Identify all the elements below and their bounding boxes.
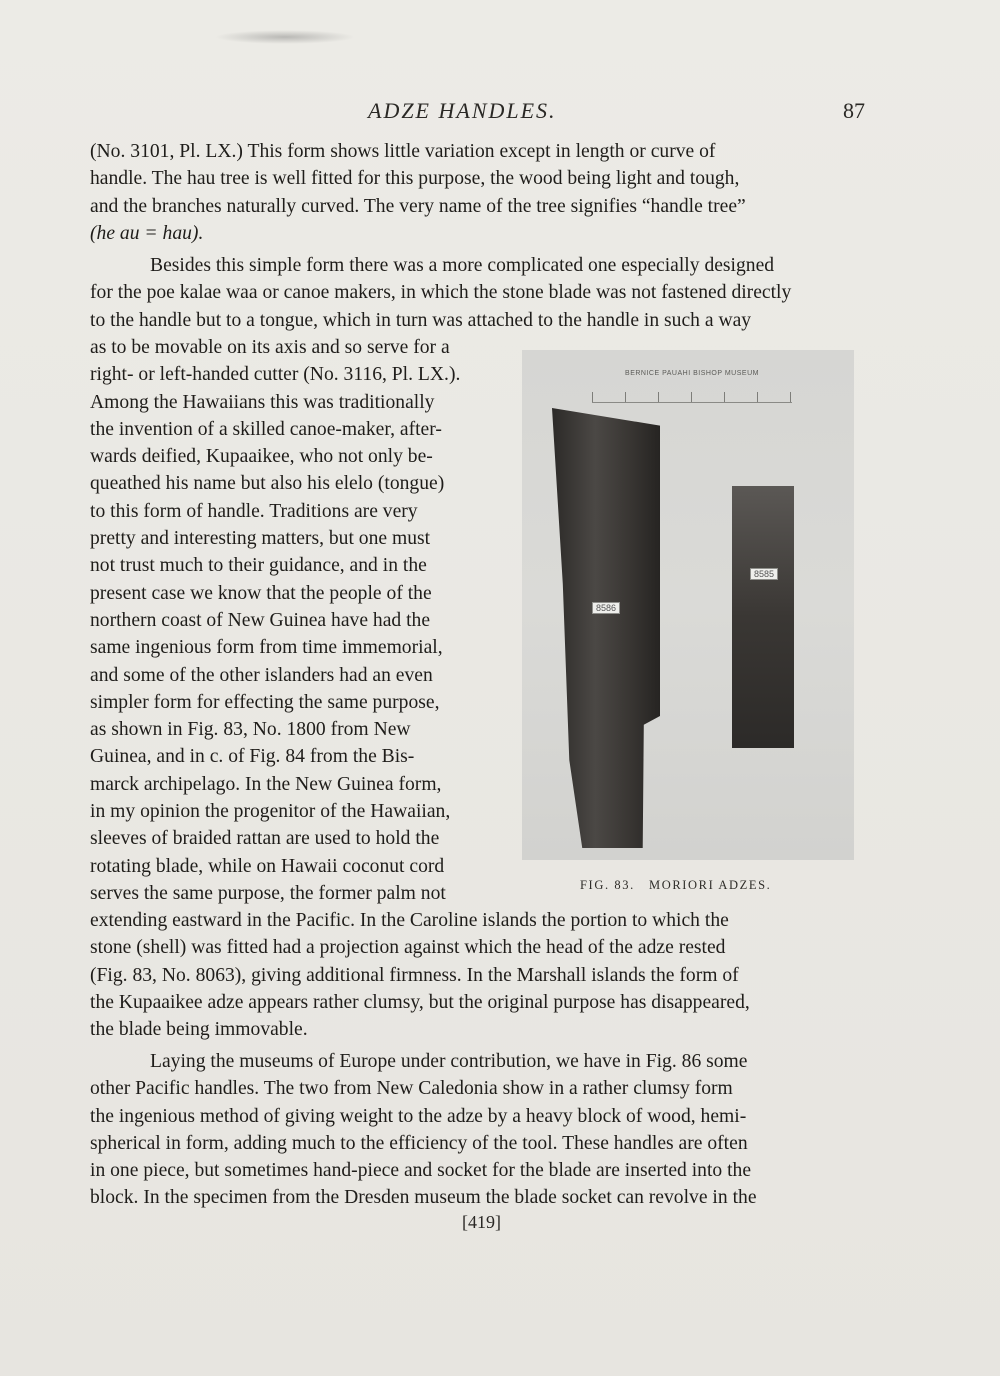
paragraph-2-narrow-column bbox=[90, 334, 500, 907]
small-adze bbox=[732, 486, 794, 748]
specimen-tag-small: 8585 bbox=[750, 568, 778, 580]
text-line: in one piece, but sometimes hand-piece and socket for the blade are inserted into the bbox=[90, 1160, 752, 1182]
signature-number: [419] bbox=[462, 1212, 501, 1232]
figure-caption: FIG. 83. MORIORI ADZES. bbox=[580, 878, 772, 892]
museum-ruler bbox=[592, 364, 792, 403]
text-line: the Kupaaikee adze appears rather clumsy, but the original purpose has disappeared, bbox=[90, 991, 750, 1013]
text-line: (Fig. 83, No. 8063), giving additional firmness. In the Marshall islands the form of bbox=[90, 964, 739, 986]
large-adze bbox=[552, 408, 660, 848]
text-line: other Pacific handles. The two from New Caledonia show in a rather clumsy form bbox=[90, 1078, 733, 1100]
text-line: same ingenious form from time immemorial, bbox=[90, 637, 443, 659]
ruler-label: BERNICE PAUAHI BISHOP MUSEUM bbox=[625, 370, 759, 377]
text-line: block. In the specimen from the Dresden museum the blade socket can revolve in the bbox=[90, 1187, 757, 1209]
text-line: Among the Hawaiians this was traditionally bbox=[90, 391, 435, 413]
text-line: not trust much to their guidance, and in the bbox=[90, 555, 427, 577]
figure-83-photo bbox=[522, 350, 854, 860]
text-line: and some of the other islanders had an even bbox=[90, 664, 433, 686]
text-line: the ingenious method of giving weight to the adze by a heavy block of wood, hemi- bbox=[90, 1105, 747, 1127]
text-line: as shown in Fig. 83, No. 1800 from New bbox=[90, 719, 411, 741]
text-line: northern coast of New Guinea have had the bbox=[90, 609, 431, 631]
text-line: extending eastward in the Pacific. In the Caroline islands the portion to which the bbox=[90, 910, 729, 931]
text-line: rotating blade, while on Hawaii coconut cord bbox=[90, 855, 445, 877]
text-line: spherical in form, adding much to the efficiency of the tool. These handles are often bbox=[90, 1132, 748, 1154]
ruler-ticks bbox=[592, 392, 792, 402]
text-line: (he au = hau). bbox=[90, 222, 204, 244]
text-line: pretty and interesting matters, but one must bbox=[90, 528, 431, 550]
text-line: (No. 3101, Pl. LX.) This form shows little variation except in length or curve of bbox=[90, 141, 716, 162]
text-line: right- or left-handed cutter (No. 3116, Pl. LX.). bbox=[90, 364, 461, 386]
scan-smudge bbox=[215, 30, 355, 44]
text-line: queathed his name but also his elelo (tongue) bbox=[90, 473, 445, 495]
text-line: simpler form for effecting the same purpose, bbox=[90, 691, 440, 713]
page-number: 87 bbox=[843, 98, 865, 123]
text-line: serves the same purpose, the former palm not bbox=[90, 882, 446, 904]
specimen-tag-large: 8586 bbox=[592, 602, 620, 614]
text-line: in my opinion the progenitor of the Hawaiian, bbox=[90, 801, 451, 823]
paragraph-3 bbox=[90, 1048, 868, 1212]
text-line: sleeves of braided rattan are used to hold the bbox=[90, 828, 440, 850]
text-line: handle. The hau tree is well fitted for this purpose, the wood being light and tough, bbox=[90, 168, 740, 190]
text-line: the invention of a skilled canoe-maker, after- bbox=[90, 418, 442, 440]
text-line: to the handle but to a tongue, which in turn was attached to the handle in such a way bbox=[90, 309, 752, 331]
text-line: Besides this simple form there was a more complicated one especially designed bbox=[150, 255, 775, 276]
text-line: as to be movable on its axis and so serve for a bbox=[90, 337, 450, 358]
text-line: to this form of handle. Traditions are very bbox=[90, 500, 418, 522]
text-line: wards deified, Kupaaikee, who not only be- bbox=[90, 446, 433, 468]
text-line: Laying the museums of Europe under contribution, we have in Fig. 86 some bbox=[150, 1051, 748, 1072]
paragraph-1 bbox=[90, 138, 868, 247]
text-line: marck archipelago. In the New Guinea form, bbox=[90, 773, 442, 795]
text-line: and the branches naturally curved. The very name of the tree signifies “handle tree” bbox=[90, 195, 746, 217]
paragraph-2-opening bbox=[90, 252, 868, 334]
text-line: the blade being immovable. bbox=[90, 1019, 308, 1041]
text-line: for the poe kalae waa or canoe makers, in which the stone blade was not fastened directly bbox=[90, 282, 792, 304]
text-line: Guinea, and in c. of Fig. 84 from the Bis- bbox=[90, 746, 415, 768]
text-line: present case we know that the people of the bbox=[90, 582, 432, 604]
text-line: stone (shell) was fitted had a projection against which the head of the adze rested bbox=[90, 937, 726, 959]
running-title: ADZE HANDLES. bbox=[368, 98, 557, 123]
paragraph-2-continuation bbox=[90, 907, 868, 1043]
